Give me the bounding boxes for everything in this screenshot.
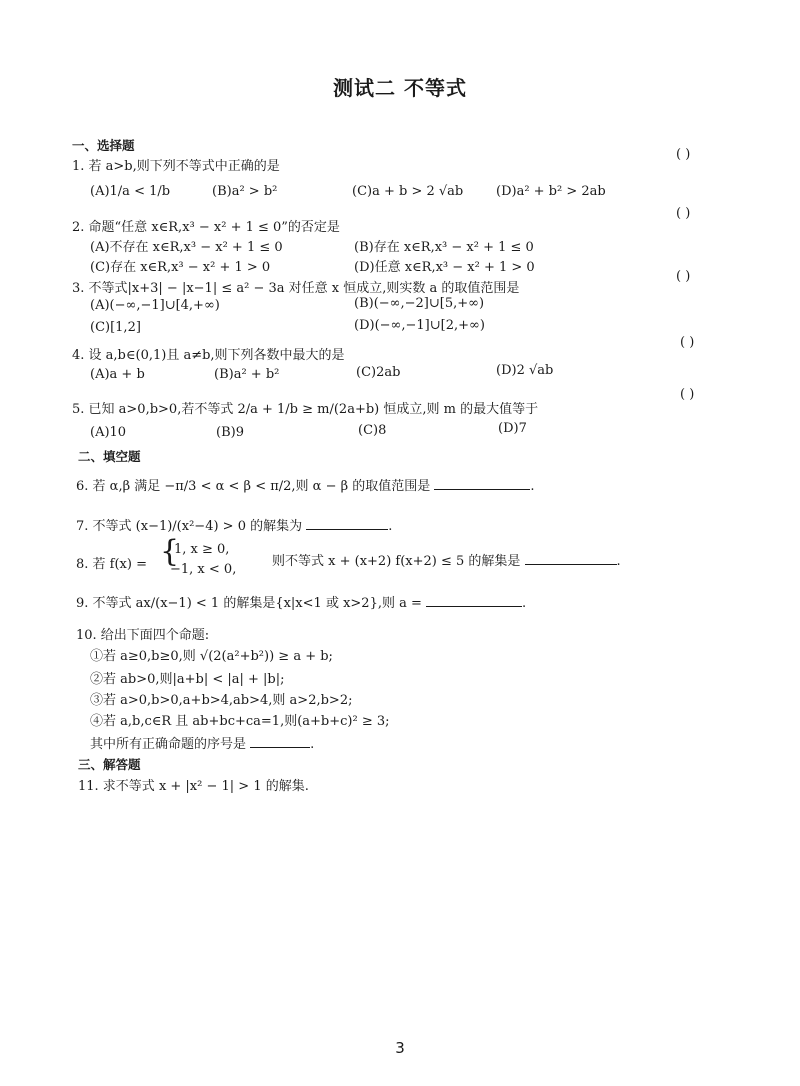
q5-option-d: (D)7 xyxy=(498,421,527,436)
q9-period: . xyxy=(522,596,527,611)
q11-stem: 11. 求不等式 x + |x² − 1| > 1 的解集. xyxy=(78,779,309,794)
q4-option-b: (B)a² + b² xyxy=(214,367,280,382)
q8-case-1: 1, x ≥ 0, xyxy=(174,542,230,557)
q5-option-a: (A)10 xyxy=(90,425,127,440)
q4-answer-paren: ( ) xyxy=(680,335,695,350)
q8-case-2: −1, x < 0, xyxy=(170,562,237,577)
q8-brace: { xyxy=(160,534,180,569)
q9-stem xyxy=(76,592,526,611)
q2-option-c: (C)存在 x∈R,x³ − x² + 1 > 0 xyxy=(90,260,271,275)
q3-option-c: (C)[1,2] xyxy=(90,320,141,335)
q5-stem: 5. 已知 a>0,b>0,若不等式 2/a + 1/b ≥ m/(2a+b) 恒成立,则 m 的最大值等于 xyxy=(72,402,539,417)
q4-option-d: (D)2 √ab xyxy=(496,363,554,378)
q5-option-b: (B)9 xyxy=(216,425,244,440)
section-heading-solve: 三、解答题 xyxy=(78,757,141,772)
q10-stem: 10. 给出下面四个命题: xyxy=(76,628,210,643)
q8-period: . xyxy=(616,554,621,569)
q7-text: 7. 不等式 (x−1)/(x²−4) > 0 的解集为 xyxy=(76,519,303,534)
q10-proposition-2: ②若 ab>0,则|a+b| < |a| + |b|; xyxy=(90,672,285,687)
q10-period: . xyxy=(310,737,315,752)
q1-option-b: (B)a² > b² xyxy=(212,184,278,199)
section-heading-fill: 二、填空题 xyxy=(78,449,141,464)
q2-option-b: (B)存在 x∈R,x³ − x² + 1 ≤ 0 xyxy=(354,240,534,255)
q7-period: . xyxy=(388,519,393,534)
q6-stem xyxy=(76,475,535,494)
q6-period: . xyxy=(530,479,535,494)
q3-stem: 3. 不等式|x+3| − |x−1| ≤ a² − 3a 对任意 x 恒成立,则实数 a 的取值范围是 xyxy=(72,281,520,296)
q5-option-c: (C)8 xyxy=(358,423,387,438)
q4-option-c: (C)2ab xyxy=(356,365,401,380)
q2-option-d: (D)任意 x∈R,x³ − x² + 1 > 0 xyxy=(354,260,535,275)
q7-answer-blank[interactable] xyxy=(306,517,388,530)
page-title: 测试二 不等式 xyxy=(333,76,467,100)
q8-tail: 则不等式 x + (x+2) f(x+2) ≤ 5 的解集是 xyxy=(272,554,521,569)
q9-answer-blank[interactable] xyxy=(426,594,522,607)
q10-ask xyxy=(90,733,314,752)
q3-option-a: (A)(−∞,−1]∪[4,+∞) xyxy=(90,298,220,313)
q1-option-a: (A)1/a < 1/b xyxy=(90,184,171,199)
q9-text: 9. 不等式 ax/(x−1) < 1 的解集是{x|x<1 或 x>2},则 a = xyxy=(76,596,422,611)
q8-lead: 8. 若 f(x) = xyxy=(76,557,147,572)
page-number: 3 xyxy=(395,1039,405,1057)
q1-answer-paren: ( ) xyxy=(676,147,691,162)
section-heading-choice: 一、选择题 xyxy=(72,138,135,153)
q6-text: 6. 若 α,β 满足 −π/3 < α < β < π/2,则 α − β 的取值范围是 xyxy=(76,479,431,494)
q8-tail-line xyxy=(272,550,621,569)
q10-proposition-3: ③若 a>0,b>0,a+b>4,ab>4,则 a>2,b>2; xyxy=(90,693,353,708)
q1-option-c: (C)a + b > 2 √ab xyxy=(352,184,464,199)
q4-option-a: (A)a + b xyxy=(90,367,145,382)
q3-option-b: (B)(−∞,−2]∪[5,+∞) xyxy=(354,296,485,311)
q1-stem: 1. 若 a>b,则下列不等式中正确的是 xyxy=(72,159,280,174)
q7-stem xyxy=(76,515,392,534)
q1-option-d: (D)a² + b² > 2ab xyxy=(496,184,606,199)
q4-stem: 4. 设 a,b∈(0,1)且 a≠b,则下列各数中最大的是 xyxy=(72,348,345,363)
q3-answer-paren: ( ) xyxy=(676,269,691,284)
q10-proposition-1: ①若 a≥0,b≥0,则 √(2(a²+b²)) ≥ a + b; xyxy=(90,649,333,664)
q10-proposition-4: ④若 a,b,c∈R 且 ab+bc+ca=1,则(a+b+c)² ≥ 3; xyxy=(90,714,390,729)
q3-option-d: (D)(−∞,−1]∪[2,+∞) xyxy=(354,318,485,333)
q6-answer-blank[interactable] xyxy=(434,477,530,490)
q5-answer-paren: ( ) xyxy=(680,387,695,402)
q8-answer-blank[interactable] xyxy=(525,552,617,565)
q2-option-a: (A)不存在 x∈R,x³ − x² + 1 ≤ 0 xyxy=(90,240,283,255)
q10-ask-text: 其中所有正确命题的序号是 xyxy=(90,737,247,752)
q2-answer-paren: ( ) xyxy=(676,206,691,221)
q10-answer-blank[interactable] xyxy=(250,735,310,748)
q2-stem: 2. 命题“任意 x∈R,x³ − x² + 1 ≤ 0”的否定是 xyxy=(72,220,340,235)
